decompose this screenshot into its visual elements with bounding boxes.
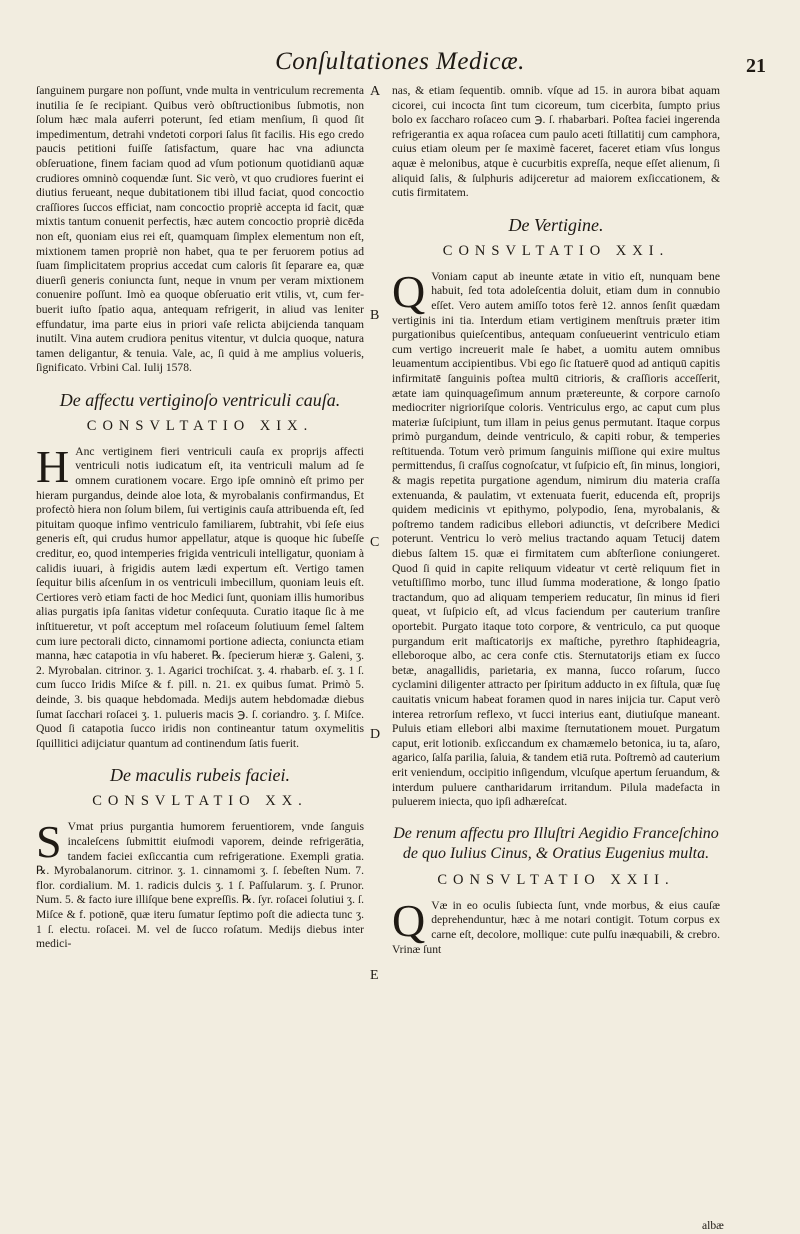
running-title: Conſultationes Medicæ. (275, 48, 525, 75)
right-paragraph-continued: nas, & etiam ſequentib. omnib. vſque ad 15. in aurora bibat aquam cicorei, cui incocta ſint tum cicoreum, tum cicerbita, ſumpto prius bolo ex ſaccharo roſaceo cum ℈. ſ. rhabarbari. Poſtea faciei ingerenda refrigerantia ex aqua roſacea cum paulo aceti ſtillatitij cum camphora, cuius etiam oleum per ſe maximè faceret, faceret etiam vſus longus aquæ è melonibus, atque è cucurbitis expreſſa, neque eſſet alienum, ſi aliquid ſalis, & ſulphuris adijceretur ad maiorem exſiccationem, & cutis firmitatem. (392, 84, 720, 200)
consultatio-19-label: CONSVLTATIO XIX. (86, 417, 314, 434)
dropcap-q: Q (392, 265, 426, 317)
heading-consultatio-20: De maculis rubeis faciei. (110, 765, 290, 786)
consultatio-20-label: CONSVLTATIO XX. (92, 793, 308, 810)
consultatio-20-body: Vmat prius purgantia humorem feruentiorem, vnde ſanguis incaleſcens ſubmittit eiuſmodi vaporem, deinde refrigerātia, tandem faciei exſiccantia cum refrigeratione. Exempli gratia. ℞. Myrobalanorum. citrinor. ʒ. 1. cinnamomi ʒ. ſ. ſebeſten Num. 7. flor. cordialium. M. 1. radicis dulcis ʒ. 1 ſ. Paſſularum. ʒ. ſ. Prunor. Num. 5. & facto iure illiſque bene expreſſis. ℞. ſyr. roſacei ſolutiui ʒ. ſ. Miſce & f. potionē, quæ iteru ſumatur ſeptimo poſt die adiecta tunc ʒ. 1 ſ. electu. roſacei. M. vel de ſucco roſatum. Medijs diebus inter medici- (36, 820, 364, 951)
page-header (0, 30, 800, 80)
page-number: 21 (746, 55, 766, 77)
left-column (36, 84, 364, 952)
margin-letter-b: B (370, 308, 380, 323)
consultatio-22-label: CONSVLTATIO XXII. (437, 871, 675, 888)
dropcap-q-2: Q (392, 894, 426, 946)
margin-letter-e: E (370, 968, 379, 983)
heading-consultatio-22: De renum affectu pro Illuſtri Aegidio Franceſchino de quo Iulius Cinus, & Oratius Eugenius multa. (393, 824, 719, 862)
margin-letter-a: A (370, 84, 381, 99)
heading-consultatio-19: De affectu vertiginoſo ventriculi cauſa. (59, 389, 341, 410)
margin-letter-d: D (370, 727, 381, 742)
consultatio-22-text (392, 894, 720, 957)
catchword: albæ (702, 1219, 724, 1232)
margin-letter-c: C (370, 535, 380, 550)
consultatio-21-label: CONSVLTATIO XXI. (442, 242, 670, 259)
consultatio-22-body: Væ in eo oculis ſubiecta ſunt, vnde morbus, & eius cauſæ deprehenduntur, hæc à me notari contigit. Totum corpus ex carne eſt, decolore, molliqueː cute pulſu inæquabili, & crebro. Vrinæ ſunt (392, 898, 720, 956)
dropcap-s: S (36, 816, 62, 868)
right-column (392, 84, 720, 957)
consultatio-19-text (36, 440, 364, 751)
consultatio-19-body: Anc vertiginem fieri ventriculi cauſa ex proprijs affecti ventriculi notis iudicatum eſt, ita ventriculi malum ad ſe omnem curationem vocare. Ergo ipſe omninò eſt primo per hieram purgandus, deinde aloe lota, & myrobalanis confirmandus, Et profectò hiera non ſolum bilem, ſui vertiginis cauſa attribuenda eſt, ſed pituitam quoque infimo ventriculo familiarem, ſubtrahit, vbi ſeſe eius generis eſt, qui crudus humor appellatur, atque is quoque hic ſubeſſe creditur, eo, quod intemperies frigida ventriculi intelligatur, quoniam à calidis iuuari, à frigidis autem lædi expertum eſt. Vertigo tamen ſequitur bilis aſcenſum in os ventriculi imbecillum, quoniam leuis eſt. Certiores verò etiam facti de hoc Medici ſunt, quoniam illis humoribus alias purgatis ipſa ſanitas videtur conſequuta. Curatio itaque ſic à me inſtitueretur, vt poſt acceptum mel roſaceum ſolutiuum ſemel ſaltem cum iure pectorali dicto, cinnamomi portione adiecta, coniuncta etiam manna, hæc catapotia in vſu haberet. ℞. ſpecierum hieræ ʒ. Galeni, ʒ. 2. Myrobalan. citrinor. ʒ. 1. Agarici trochiſcat. ʒ. 4. rhabarb. eſ. ʒ. 1 ſ. cum ſucco Iridis Miſce & f. pill. n. 21. ex quibus ſumat. Primò 5. deinde, 3. bis quaque hebdomada. Medijs autem hebdomadæ diebus ſumat ſacchari roſacei ʒ. 1. pulueris macis ℈. ſ. coriandro. ʒ. ſ. Miſce. Quod ſi catapotia ſucco iridis non contineantur tatum oxymelitis ſquillitici adijciatur quantum ad continendum ſatis fuerit. (36, 444, 364, 750)
heading-de-vertigine: De Vertigine. (508, 214, 604, 235)
consultatio-21-body: Voniam caput ab ineunte ætate in vitio eſt, nunquam bene habuit, ſed tota adoleſcentia doluit, etiam dum in connubio eſſet. Vero autem amiſſo totos ferè 12. annos ſenſit quædam vertiginis ini tia. Interdum etiam vertiginem menſtruis præter itim purgationibus quieſcentibus, antequam conſueuerint ventriculo etiam cum vertigo increuerit male ſe habet, a uomitu autem omnibus leuamentum accipientibus. Vbi ego ſic ſtatuerē quod ad antiquū capitis infirmitatē ſanguinis poſtea multū citrioris, & craſſioris acceſſerit, ætate iam quinquageſimum annum prætereunte, & corpore carnoſo mediocriter nigrioriſque coloris. Ventriculus ergo, ac caput cum plus materiæ ſuſcipiunt, tum illam in peius genus permutant. Itaque corpus primò purgandum, deinde ventriculo, & capiti robur, & temperies reſtituenda. Totum verò primum ſanguinis miſſione qui exire multus permittendus, ſi craſſus cognoſcatur, vt ſuſpicio eſt, ſin minus, longiori, & magis repetita purgatione agendum, nimirum diu materia craſſa extenuanda, & paulatim, vt extenuata fuerit, educenda eſt, proprijs quidem medicinis vt epithymo, polypodio, ſena, myrobalanis, & poſtremo tandem radicibus ellebori adiunctis, vt deſcribere Medici poterunt. Ventricu lo verò melius tractando aquam Tetucij datem diebus ſaltem 15. quæ ei firmitatem cum abſterſione coniungeret. Quod ſi quid in capite reliquum videatur vt certè reliquum fiet in vetuſtiſſimo morbo, tunc illud ſumma moderatione, & longo ſpatio tractandum, quo ad aliquam temperiem reducatur, ſin minus id fieri queat, vt ſuſpicio eſt, ad vlcus faciendum per cauterium tranſire oportebit. Purgato itaque toto corpore, & ventriculo, ca put quoque purgandum erit maſticatorijs ex maſtiche, pyrethro ſtaphideagria, elleboroque albo, ac cera confe ctis. Sternutatorijs etiam ex ſucco betæ, anagallidis, parietaria, ex manna, ſucco roſarum, ſucco cyclamini diligenter attracto per ſpiritum adducto in ex ſiſtula, quæ ſuę cauitatis vnicum habeat foramen quod in nares inijcia tur. Caput verò interea retrorſum reflexo, vt ſucci interius eant, diutiuſque maneant. Puluis etiam ellebori albi maxime ſternutationem mouet. Purgatum caput, erit lotionib. exſiccandum ex chamæmelo betonica, iu ta, aſaro, agarico, ſalſa parilia, ſaluia, & tandem etiā ruta. Poſtremò ad cauterium erit veniendum, occipitio inſigendum, vlcuſque apertum ſeruandum, & interdum puluere cantharidarum irritandum. Pilula madefacta in puluerem iniecta, quo ipſi adhæreſcat. (392, 269, 720, 809)
dropcap-h: H (36, 440, 70, 492)
left-paragraph-continued: ſanguinem purgare non poſſunt, vnde multa in ventriculum recrementa inutilia ſe ſe recipiant. Quibus verò obſtructionibus ſubmotis, non ſolum hæc mala auferri poterunt, ſed etiam menſium, ſi quod ſit impedimentum, detrahi vndetoti corpori ſalus ſit facilis. His ego credo paucis petitioni fuiſſe ſatisfactum, quare hac vna adiuncta obſeruatione, finem faciam quod ad vſum potionum quotidianū aquæ crudiores omninò coquendæ ſunt. Sic verò, vt quo crudiores fuerint ei diutius ferueant, neque dubitationem tibi illud faciat, quod concoctio craſſiores ſuccos efficiat, nam concoctio propriè accepta id facit, quæ mixtis tantum conuenit perfectis, hæc autem concoctio propriè dicēda non eſt, quoniam eius rei eſt, quamquam ſimplex elementum non eſt, mixtionem tamen propriè non habet, qua te per feruorem potius ad ſuam ſimplicitatem proprius accedat cum caloris ſit ſeparare ea, quæ diuerſi generis coniuncta ſunt, neque in vnum per veram mixtionem conuenire poſſunt. Imò ea quoque obſeruatio erit vtilis, vt, cum ferbuerit iuſto ſpatio aqua, antequam refrigerit, in aliud vas leniter effundatur, ima parte eius in priori vaſe relicta abijcienda tanquam inutilt. Vina autem crudiora penitus vitentur, vt dulcia quoque, natura tamen deligantur, & tenuia. Vale, ac, ſi quid à me amplius volueris, ſignificato. Vrbini Cal. Iulij 1578. (36, 84, 364, 375)
consultatio-20-text (36, 816, 364, 951)
consultatio-21-text (392, 265, 720, 810)
